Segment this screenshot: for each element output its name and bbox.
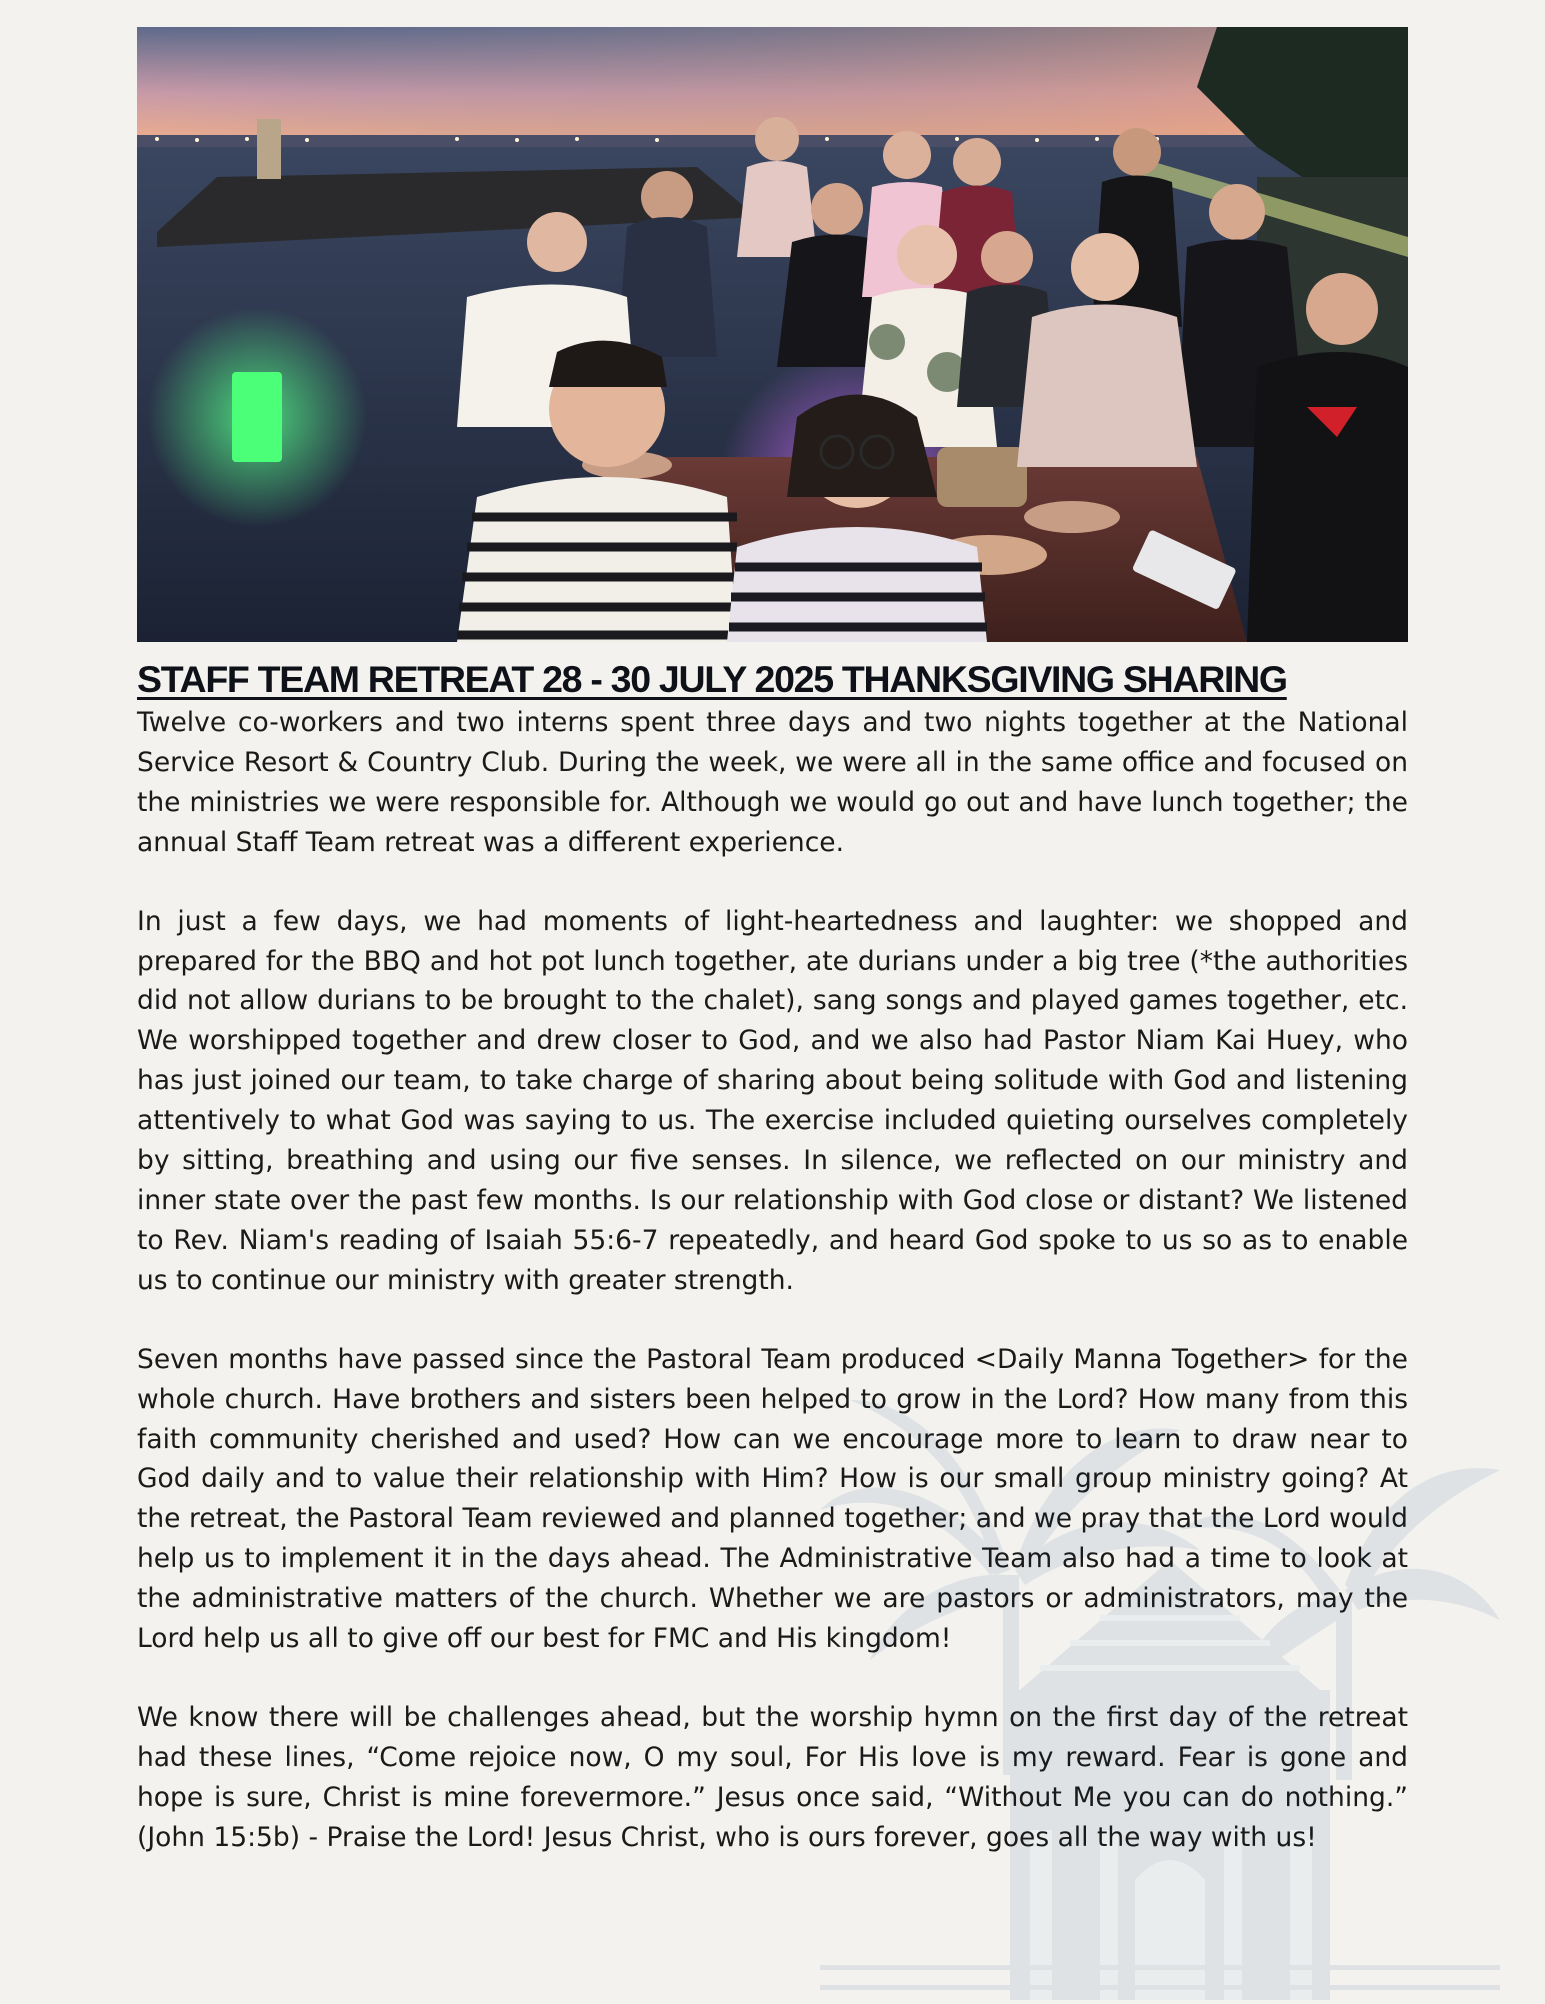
article-paragraph-3: Seven months have passed since the Pastoral Team produced <Daily Manna Together> for the whole church. Have brothers and sisters been helped to grow in the Lord? How many from this faith community cherished and used? How can we encourage more to learn to draw near to God daily and to value their relationship with Him? How is our small group ministry going? At the retreat, the Pastoral Team reviewed and planned together; and we pray that the Lord would help us to implement it in the days ahead. The Administrative Team also had a time to look at the administrative matters of the church. Whether we are pastors or administrators, may the Lord help us all to give off our best for FMC and His kingdom! (137, 1343, 1408, 1655)
article (137, 655, 1408, 1858)
group-photo (137, 27, 1408, 642)
article-title: STAFF TEAM RETREAT 28 - 30 JULY 2025 THANKSGIVING SHARING (137, 658, 1287, 700)
article-paragraph-1: Twelve co-workers and two interns spent three days and two nights together at the National Service Resort & Country Club. During the week, we were all in the same office and focused on the ministries we were responsible for. Although we would go out and have lunch together; the annual Staff Team retreat was a different experience. (137, 707, 1408, 858)
article-paragraph-2: In just a few days, we had moments of light-heartedness and laughter: we shopped and prepared for the BBQ and hot pot lunch together, ate durians under a big tree (*the authorities did not allow durians to be brought to the chalet), sang songs and played games together, etc. We worshipped together and drew closer to God, and we also had Pastor Niam Kai Huey, who has just joined our team, to take charge of sharing about being solitude with God and listening attentively to what God was saying to us. The exercise included quieting ourselves completely by sitting, breathing and using our five senses. In silence, we reflected on our ministry and inner state over the past few months. Is our relationship with God close or distant? We listened to Rev. Niam's reading of Isaiah 55:6-7 repeatedly, and heard God spoke to us so as to enable us to continue our ministry with greater strength. (137, 905, 1408, 1296)
article-paragraph-4: We know there will be challenges ahead, but the worship hymn on the first day of the retreat had these lines, “Come rejoice now, O my soul, For His love is my reward. Fear is gone and hope is sure, Christ is mine forevermore.” Jesus once said, “Without Me you can do nothing.” (John 15:5b) - Praise the Lord! Jesus Christ, who is ours forever, goes all the way with us! (137, 1701, 1408, 1853)
